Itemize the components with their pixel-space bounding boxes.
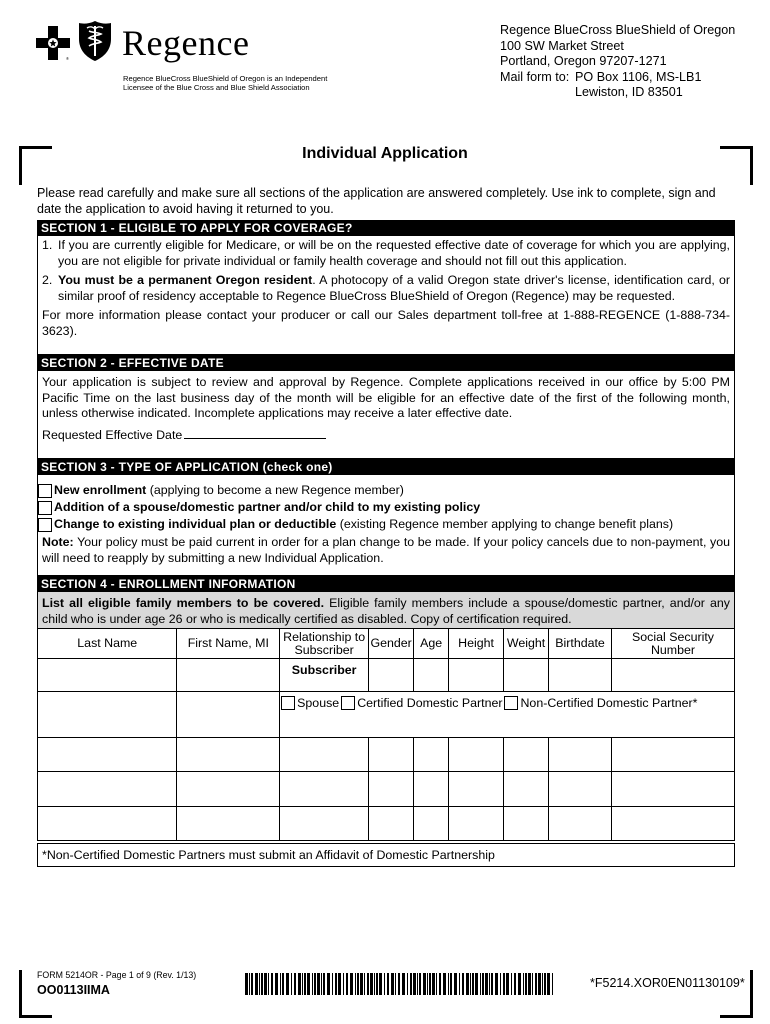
col-height: Height [449, 629, 504, 659]
col-weight: Weight [504, 629, 549, 659]
barcode-id: *F5214.XOR0EN01130109* [590, 976, 745, 990]
licensee-statement: Regence BlueCross BlueShield of Oregon is an Independent Licensee of the Blue Cross and Blue Shield Association [123, 74, 328, 92]
svg-text:®: ® [66, 56, 69, 60]
form-code: OO0113IIMA [37, 983, 110, 997]
col-birthdate: Birthdate [549, 629, 612, 659]
table-row [38, 659, 735, 692]
col-last-name: Last Name [38, 629, 177, 659]
requested-effective-date-label: Requested Effective Date [42, 427, 183, 442]
table-row [38, 807, 735, 841]
requested-effective-date-field[interactable] [184, 428, 326, 439]
enrollment-table [37, 628, 735, 841]
table-row [38, 692, 735, 738]
contact-info-text: For more information please contact your producer or call our Sales department toll-free at 1-888-REGENCE (1-888-734-3623). [42, 308, 730, 338]
section4-heading: SECTION 4 - ENROLLMENT INFORMATION [37, 576, 735, 592]
effective-date-text: Your application is subject to review and approval by Regence. Complete applications received in our office by 5:00 PM Pacific Time on the last business day of the month will be eligible for an effective date of the first of the following month, unless otherwise indicated. Incomplete applications may receive a later effective date. [42, 375, 730, 421]
mailing-address: Regence BlueCross BlueShield of Oregon 100 SW Market Street Portland, Oregon 97207-1271 Mail form to: PO Box 1106, MS-LB1 Lewiston, ID 83501 [500, 23, 736, 99]
barcode-icon [245, 973, 555, 995]
table-header-row [38, 629, 735, 659]
section3-body [37, 475, 735, 576]
intro-text: Please read carefully and make sure all sections of the application are answered completely. Use ink to complete, sign and date the application to avoid having it returned to you. [37, 186, 716, 216]
change-plan-checkbox[interactable] [38, 518, 52, 532]
domestic-partner-footnote: *Non-Certified Domestic Partners must submit an Affidavit of Domestic Partnership [37, 843, 735, 867]
noncertified-partner-checkbox[interactable] [504, 696, 518, 710]
section3-heading: SECTION 3 - TYPE OF APPLICATION (check one) [37, 459, 735, 475]
brand-name: Regence [122, 23, 250, 63]
blue-cross-logo-icon [36, 26, 70, 60]
form-number: FORM 5214OR - Page 1 of 9 (Rev. 1/13) [37, 970, 197, 980]
option-new-enrollment[interactable]: New enrollment (applying to become a new Regence member) [38, 482, 730, 499]
page-title: Individual Application [302, 145, 468, 162]
relationship-options: Spouse Certified Domestic Partner Non-Certified Domestic Partner* [280, 692, 735, 738]
col-first-name: First Name, MI [177, 629, 280, 659]
add-dependent-checkbox[interactable] [38, 501, 52, 515]
table-row [38, 738, 735, 772]
col-relationship: Relationship to Subscriber [280, 629, 369, 659]
subscriber-label: Subscriber [280, 659, 369, 692]
option-add-dependent[interactable]: Addition of a spouse/domestic partner and/or child to my existing policy [38, 499, 730, 516]
certified-partner-checkbox[interactable] [341, 696, 355, 710]
new-enrollment-checkbox[interactable] [38, 484, 52, 498]
blue-shield-logo-icon [78, 20, 112, 62]
section1-body: 1. If you are currently eligible for Medicare, or will be on the requested effective date of coverage for which you are applying, you are not eligible for private individual or family health coverage and should not fill out this application. 2. You must be a permanent Oregon resident. A photocopy of a valid Oregon state driver's license, identification card, or similar proof of residency acceptable to Regence BlueCross BlueShield of Oregon (Regence) may be requested. For more information please contact your producer or call our Sales department toll-free at 1-888-REGENCE (1-888-734-3623). [37, 236, 735, 355]
spouse-checkbox[interactable] [281, 696, 295, 710]
medicare-eligibility-text: If you are currently eligible for Medicare, or will be on the requested effective date of coverage for which you are applying, you are not eligible for private individual or family health coverage and should not fill out this application. [58, 238, 730, 268]
col-age: Age [414, 629, 449, 659]
table-row [38, 772, 735, 807]
col-ssn: Social Security Number [612, 629, 735, 659]
section1-heading: SECTION 1 - ELIGIBLE TO APPLY FOR COVERAGE? [37, 220, 735, 236]
col-gender: Gender [369, 629, 414, 659]
oregon-residency-text: You must be a permanent Oregon resident. A photocopy of a valid Oregon state driver's license, identification card, or similar proof of residency acceptable to Regence BlueCross BlueShield of Oregon (Regence) may be requested. [58, 273, 730, 303]
eligible-members-instructions: List all eligible family members to be covered. Eligible family members include a spouse/domestic partner, and/or any child who is under age 26 or who is medically certified as disabled. Copy of certification required. [37, 592, 735, 628]
section2-heading: SECTION 2 - EFFECTIVE DATE [37, 355, 735, 371]
section2-body [37, 371, 735, 459]
option-change-plan[interactable]: Change to existing individual plan or deductible (existing Regence member applying to change benefit plans) [38, 516, 730, 533]
plan-change-note: Note: Your policy must be paid current in order for a plan change to be made. If your policy cancels due to non-payment, you will need to reapply by submitting a new Individual Application. [42, 535, 730, 565]
